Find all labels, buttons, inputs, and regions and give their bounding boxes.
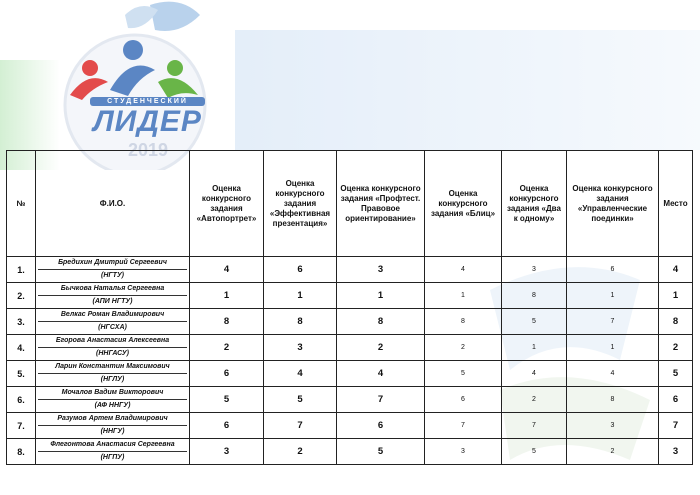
background-band [235, 30, 700, 150]
score-task4: 8 [425, 309, 502, 335]
participant-cell [36, 413, 190, 439]
score-task4: 7 [425, 413, 502, 439]
score-task4: 5 [425, 361, 502, 387]
row-number: 4. [7, 335, 36, 361]
logo-title: ЛИДЕР [93, 105, 202, 138]
score-task5: 1 [502, 335, 567, 361]
score-task2: 1 [264, 283, 337, 309]
table-row [7, 413, 693, 439]
participant-name: Велкас Роман Владимирович [38, 309, 187, 322]
results-table [6, 150, 693, 465]
table-row [7, 309, 693, 335]
score-task5: 2 [502, 387, 567, 413]
score-task3: 4 [337, 361, 425, 387]
score-task6: 4 [567, 361, 659, 387]
score-task2: 7 [264, 413, 337, 439]
participant-organization: (НГТУ) [100, 272, 125, 279]
score-task1: 4 [190, 257, 264, 283]
table-row [7, 387, 693, 413]
score-task3: 2 [337, 335, 425, 361]
participant-cell [36, 361, 190, 387]
score-task2: 3 [264, 335, 337, 361]
score-task1: 5 [190, 387, 264, 413]
event-logo [30, 0, 240, 170]
row-number: 5. [7, 361, 36, 387]
participant-organization: (ННГУ) [100, 428, 125, 435]
table-row [7, 361, 693, 387]
row-number: 2. [7, 283, 36, 309]
score-task1: 3 [190, 439, 264, 465]
participant-cell [36, 309, 190, 335]
table-row [7, 439, 693, 465]
participant-organization: (НГЛУ) [100, 376, 125, 383]
final-place: 5 [659, 361, 693, 387]
table-row [7, 283, 693, 309]
participant-organization: (НГСХА) [98, 324, 127, 331]
row-number: 6. [7, 387, 36, 413]
score-task2: 5 [264, 387, 337, 413]
participant-cell [36, 387, 190, 413]
header-task3: Оценка конкурсного задания «Профтест. Правовое ориентирование» [337, 151, 425, 257]
score-task3: 1 [337, 283, 425, 309]
header-place: Место [659, 151, 693, 257]
score-task6: 1 [567, 283, 659, 309]
header-task2: Оценка конкурсного задания «Эффективная презентация» [264, 151, 337, 257]
final-place: 3 [659, 439, 693, 465]
score-task4: 6 [425, 387, 502, 413]
score-task2: 8 [264, 309, 337, 335]
final-place: 2 [659, 335, 693, 361]
header-task6: Оценка конкурсного задания «Управленческие поединки» [567, 151, 659, 257]
participant-cell [36, 335, 190, 361]
participant-organization: (АФ ННГУ) [94, 402, 131, 409]
participant-cell [36, 257, 190, 283]
score-task6: 7 [567, 309, 659, 335]
score-task6: 1 [567, 335, 659, 361]
score-task4: 2 [425, 335, 502, 361]
row-number: 3. [7, 309, 36, 335]
participant-name: Ларин Константин Максимович [38, 361, 187, 374]
score-task6: 6 [567, 257, 659, 283]
participant-name: Флегонтова Анастасия Сергеевна [38, 439, 187, 452]
score-task3: 7 [337, 387, 425, 413]
header-task5: Оценка конкурсного задания «Два к одному» [502, 151, 567, 257]
row-number: 8. [7, 439, 36, 465]
score-task5: 7 [502, 413, 567, 439]
score-task3: 8 [337, 309, 425, 335]
score-task2: 4 [264, 361, 337, 387]
row-number: 7. [7, 413, 36, 439]
score-task1: 1 [190, 283, 264, 309]
score-task5: 5 [502, 309, 567, 335]
participant-organization: (АПИ НГТУ) [92, 298, 133, 305]
participant-name: Мочалов Вадим Викторович [38, 387, 187, 400]
row-number: 1. [7, 257, 36, 283]
final-place: 4 [659, 257, 693, 283]
participant-cell [36, 283, 190, 309]
score-task2: 2 [264, 439, 337, 465]
participant-organization: (ННГАСУ) [96, 350, 129, 357]
participant-name: Егорова Анастасия Алексеевна [38, 335, 187, 348]
score-task6: 8 [567, 387, 659, 413]
score-task5: 4 [502, 361, 567, 387]
score-task5: 8 [502, 283, 567, 309]
score-task4: 4 [425, 257, 502, 283]
header-task4: Оценка конкурсного задания «Блиц» [425, 151, 502, 257]
score-task1: 8 [190, 309, 264, 335]
final-place: 1 [659, 283, 693, 309]
header-name: Ф.И.О. [36, 151, 190, 257]
score-task6: 2 [567, 439, 659, 465]
participant-cell [36, 439, 190, 465]
table-row [7, 257, 693, 283]
score-task3: 3 [337, 257, 425, 283]
score-task1: 2 [190, 335, 264, 361]
score-task5: 5 [502, 439, 567, 465]
score-task3: 6 [337, 413, 425, 439]
table-row [7, 335, 693, 361]
score-task2: 6 [264, 257, 337, 283]
participant-organization: (НГПУ) [100, 454, 125, 461]
header-num: № [7, 151, 36, 257]
participant-name: Бычкова Наталья Сергеевна [38, 283, 187, 296]
header-task1: Оценка конкурсного задания «Автопортрет» [190, 151, 264, 257]
score-task4: 1 [425, 283, 502, 309]
score-task1: 6 [190, 361, 264, 387]
score-task6: 3 [567, 413, 659, 439]
score-task5: 3 [502, 257, 567, 283]
score-task4: 3 [425, 439, 502, 465]
logo-year: 2019 [127, 140, 169, 160]
final-place: 8 [659, 309, 693, 335]
final-place: 6 [659, 387, 693, 413]
score-task1: 6 [190, 413, 264, 439]
final-place: 7 [659, 413, 693, 439]
table-header-row [7, 151, 693, 257]
participant-name: Разумов Артем Владимирович [38, 413, 187, 426]
participant-name: Бредихин Дмитрий Сергеевич [38, 257, 187, 270]
score-task3: 5 [337, 439, 425, 465]
logo-subtitle: СТУДЕНЧЕСКИЙ [90, 97, 205, 106]
